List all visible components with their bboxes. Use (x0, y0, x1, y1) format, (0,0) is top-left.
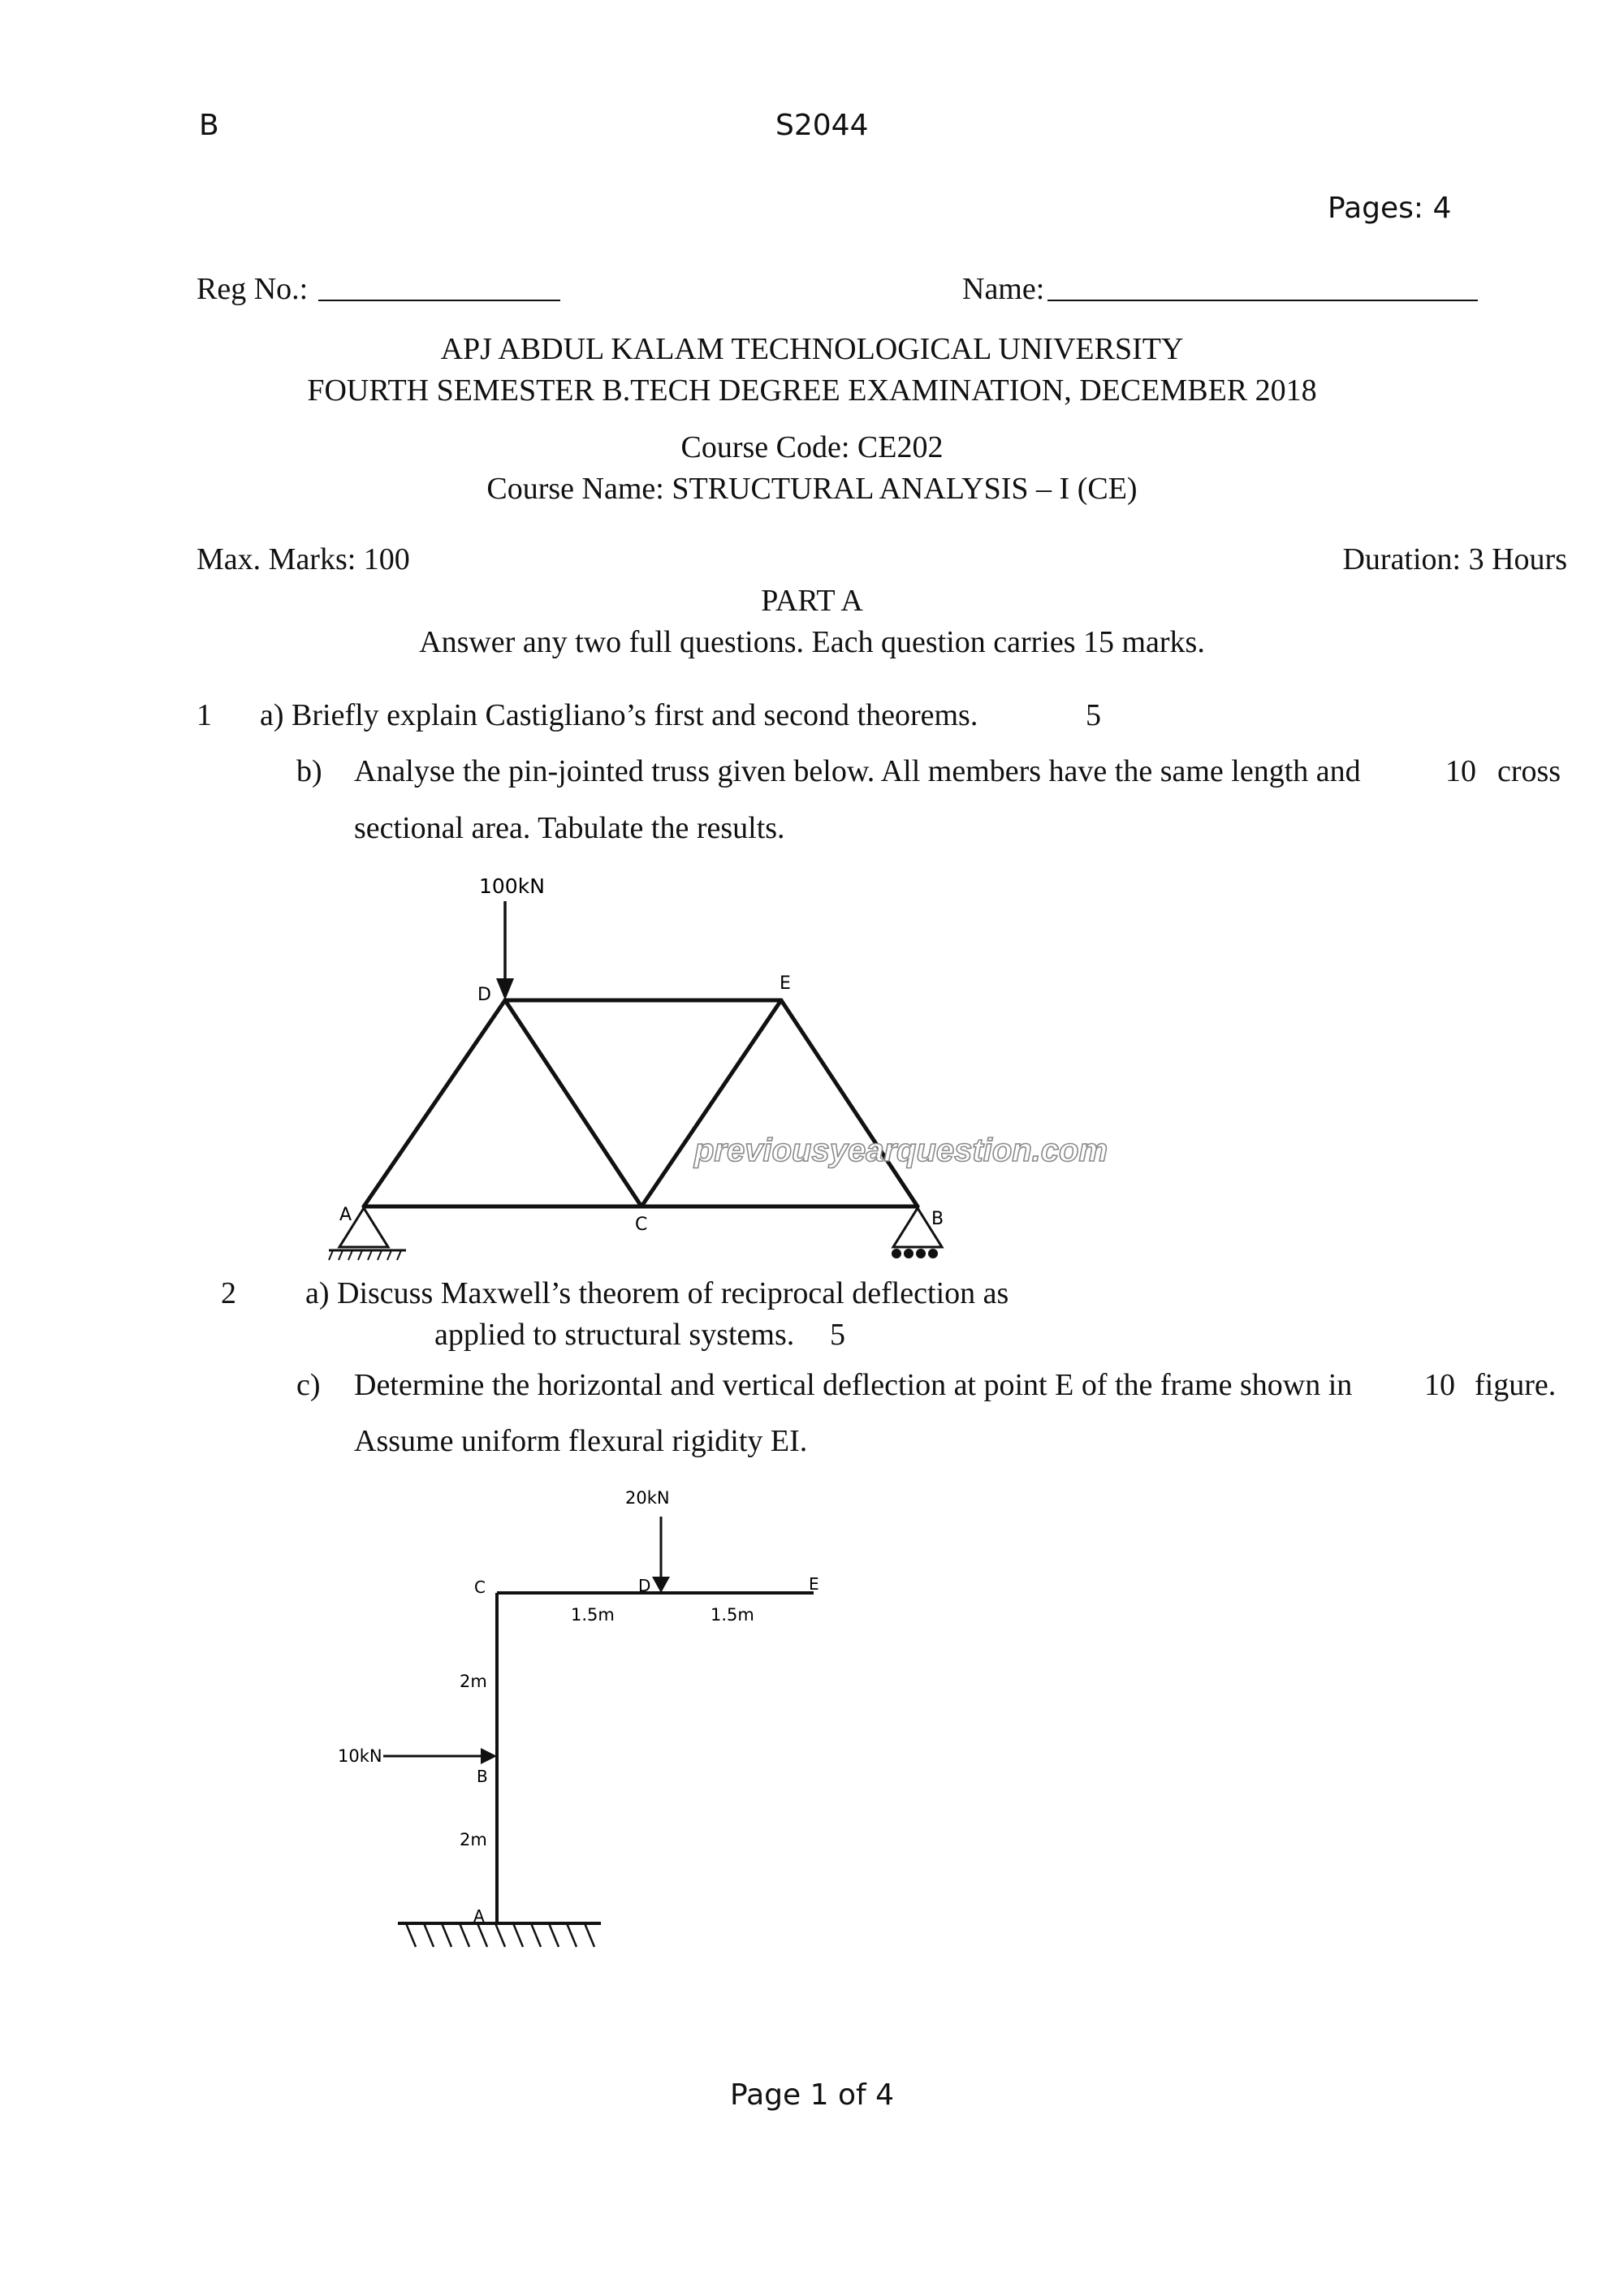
truss-members (364, 1000, 918, 1206)
truss-node-c: C (635, 1215, 648, 1235)
frame-dim-cd: 1.5m (571, 1605, 615, 1625)
question-2a-line2: applied to structural systems. (434, 1318, 795, 1352)
frame-node-d: D (638, 1576, 651, 1595)
paper-code: S2044 (775, 109, 869, 142)
frame-diagram (0, 1461, 1624, 1965)
frame-dim-ba: 2m (460, 1830, 487, 1849)
member-ce (641, 1000, 781, 1206)
max-marks: Max. Marks: 100 (197, 542, 410, 576)
frame-members (497, 1593, 814, 1922)
question-2c-line2: Assume uniform flexural rigidity EI. (354, 1424, 808, 1458)
frame-side-load-label: 10kN (338, 1746, 382, 1766)
page-count: Pages: 4 (1328, 192, 1452, 225)
course-code: Course Code: CE202 (680, 430, 944, 464)
truss-load-arrowhead (496, 978, 514, 1000)
frame-top-load-label: 20kN (625, 1488, 670, 1508)
frame-side-load-arrowhead (481, 1748, 497, 1764)
university-name: APJ ABDUL KALAM TECHNOLOGICAL UNIVERSITY (440, 332, 1184, 366)
truss-node-a: A (339, 1205, 352, 1225)
set-letter: B (199, 109, 219, 142)
frame-node-b: B (477, 1767, 488, 1786)
question-1-number: 1 (197, 698, 212, 732)
name-label: Name: (962, 272, 1045, 306)
watermark: previousyearquestion.com (694, 1133, 1108, 1168)
question-2c-line1-end: figure. (1475, 1368, 1557, 1402)
frame-node-e: E (809, 1574, 819, 1594)
question-1b-line2: sectional area. Tabulate the results. (354, 811, 785, 845)
question-2c-label: c) (296, 1368, 321, 1402)
course-name: Course Name: STRUCTURAL ANALYSIS – I (CE) (486, 472, 1138, 506)
part-heading: PART A (761, 584, 863, 618)
instructions: Answer any two full questions. Each question carries 15 marks. (419, 625, 1205, 659)
question-2c-marks: 10 (1424, 1368, 1455, 1402)
question-1b-marks: 10 (1445, 754, 1476, 788)
truss-rollers-b (892, 1249, 938, 1258)
member-dc (505, 1000, 641, 1206)
truss-node-d: D (477, 985, 491, 1005)
question-1b-line1-end: cross (1497, 754, 1561, 788)
truss-load-label: 100kN (479, 874, 545, 898)
frame-top-load-arrowhead (652, 1577, 670, 1593)
question-1a-marks: 5 (1086, 698, 1101, 732)
truss-node-b: B (931, 1209, 944, 1229)
truss-node-e: E (780, 973, 791, 994)
reg-no-label: Reg No.: (197, 272, 309, 306)
question-2a-line1: a) Discuss Maxwell’s theorem of reciprocal deflection as (305, 1276, 1009, 1310)
frame-dim-de: 1.5m (710, 1605, 754, 1625)
question-2-number: 2 (221, 1276, 236, 1310)
truss-ground-hatch-a (329, 1250, 401, 1260)
frame-node-c: C (474, 1577, 486, 1597)
question-1a-text: a) Briefly explain Castigliano’s first and second theorems. (260, 698, 978, 732)
member-ad (364, 1000, 505, 1206)
exam-title: FOURTH SEMESTER B.TECH DEGREE EXAMINATION, DECEMBER 2018 (307, 373, 1317, 408)
question-1b-line1: Analyse the pin-jointed truss given below. All members have the same length and (354, 754, 1361, 788)
duration: Duration: 3 Hours (1342, 542, 1567, 576)
page-footer: Page 1 of 4 (730, 2078, 894, 2112)
member-eb (781, 1000, 918, 1206)
question-2a-marks: 5 (830, 1318, 845, 1352)
frame-dim-cb: 2m (460, 1672, 487, 1691)
question-2c-line1: Determine the horizontal and vertical deflection at point E of the frame shown in (354, 1368, 1353, 1402)
frame-node-a: A (473, 1906, 485, 1926)
question-1b-label: b) (296, 754, 322, 788)
frame-ground-hatch (406, 1923, 594, 1947)
